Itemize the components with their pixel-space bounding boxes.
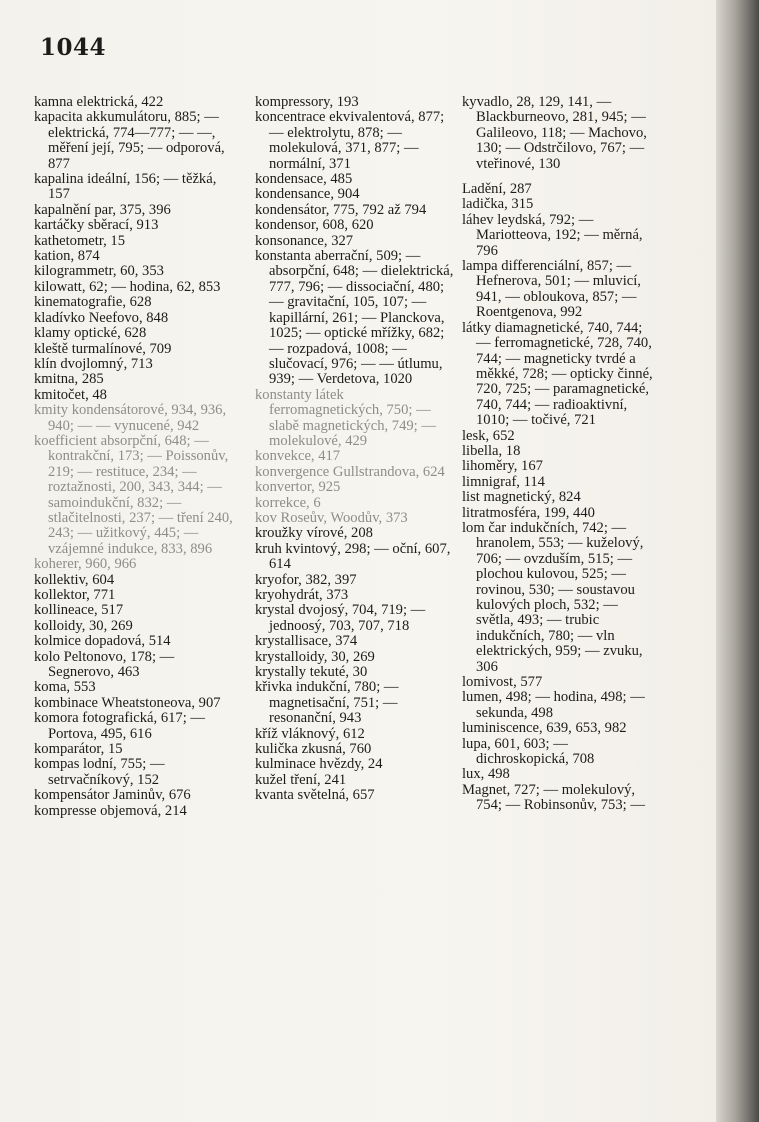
index-entry: krystally tekuté, 30 <box>255 664 368 681</box>
index-entry: koefficient absorpční, 648; — kontrakční, 173; — Poissonův, 219; — restituce, 234; — roztažnosti, 200, 343, 344; — samoindukční, 832; — stlačitelnosti, 237; — tření 240, 243; — užitkový, 445; — vzájemné indukce, 833, 896 <box>34 432 233 557</box>
index-entry: kulminace hvězdy, 24 <box>255 756 383 773</box>
index-entry: kmitočet, 48 <box>34 386 107 403</box>
index-entry: konstanty látek ferromagnetických, 750; — slabě magnetických, 749; — molekulové, 429 <box>255 386 436 449</box>
index-entry: list magnetický, 824 <box>462 489 581 506</box>
index-entry: kmitna, 285 <box>34 371 104 388</box>
index-entry: kapalnění par, 375, 396 <box>34 201 171 218</box>
index-entry: korrekce, 6 <box>255 494 321 511</box>
index-entry: kondensance, 904 <box>255 186 360 203</box>
index-entry: kamna elektrická, 422 <box>34 94 164 110</box>
index-entry: kompresse objemová, 214 <box>34 802 187 819</box>
index-entry: kation, 874 <box>34 248 100 265</box>
index-entry: konstanta aberrační, 509; — absorpční, 648; — dielektrická, 777, 796; — dissociační, 480; — gravitační, 105, 107; — kapillární, 261; — Planckova, 1025; — optické mřížky, 682; — rozpadová, 1008; — slučovací, 976; — — útlumu, 939; — Verdetova, 1020 <box>255 248 454 388</box>
index-entry: kvanta světelná, 657 <box>255 787 375 804</box>
index-entry: krystalloidy, 30, 269 <box>255 648 375 665</box>
index-entry: konvekce, 417 <box>255 448 341 465</box>
index-entry: konvergence Gullstrandova, 624 <box>255 463 445 480</box>
index-entry: konvertor, 925 <box>255 479 341 496</box>
index-entry: limnigraf, 114 <box>462 473 545 490</box>
index-entry: koncentrace ekvivalentová, 877; — elektrolytu, 878; — molekulová, 371, 877; — normální, 371 <box>255 109 445 172</box>
index-entry: konsonance, 327 <box>255 232 354 249</box>
index-entry: kinematografie, 628 <box>34 294 152 311</box>
index-entry: kříž vláknový, 612 <box>255 725 365 742</box>
index-entry: krystallisace, 374 <box>255 633 358 650</box>
index-entry: komora fotografická, 617; — Portova, 495, 616 <box>34 710 206 742</box>
index-entry: Ladění, 287 <box>462 181 532 198</box>
index-entry: lom čar indukčních, 742; — hranolem, 553; — kuželový, 706; — ovzduším, 515; — plochou kulovou, 525; — rovinou, 530; — soustavou kulových ploch, 532; — světla, 493; — trubic indukčních, 780; — vln elektrických, 959; — zvuku, 306 <box>462 519 644 675</box>
index-column-3 <box>462 95 658 814</box>
index-entry: kmity kondensátorové, 934, 936, 940; — — vynucené, 942 <box>34 402 227 434</box>
index-entry: láhev leydská, 792; — Mariotteova, 192; — měrná, 796 <box>462 211 643 259</box>
index-entry: kompressory, 193 <box>255 94 359 110</box>
index-entry: křivka indukční, 780; — magnetisační, 751; — resonanční, 943 <box>255 679 399 727</box>
index-entry: klamy optické, 628 <box>34 325 147 342</box>
index-entry: Magnet, 727; — molekulový, 754; — Robinsonův, 753; — <box>462 781 645 814</box>
index-entry: kollektor, 771 <box>34 587 116 603</box>
index-entry: lesk, 652 <box>462 427 515 444</box>
index-entry: libella, 18 <box>462 442 521 459</box>
index-entry: komparátor, 15 <box>34 741 123 758</box>
index-entry: ladička, 315 <box>462 196 534 213</box>
index-entry: klín dvojlomný, 713 <box>34 355 153 372</box>
index-entry: kroužky vírové, 208 <box>255 525 373 542</box>
index-entry: kolo Peltonovo, 178; — Segnerovo, 463 <box>34 648 175 681</box>
index-entry: lomivost, 577 <box>462 674 543 691</box>
index-entry: kompensátor Jaminův, 676 <box>34 787 191 804</box>
index-entry: kombinace Wheatstoneova, 907 <box>34 694 221 711</box>
index-entry: lux, 498 <box>462 766 510 783</box>
index-entry: krystal dvojosý, 704, 719; — jednoosý, 703, 707, 718 <box>255 602 426 634</box>
index-entry: kolloidy, 30, 269 <box>34 617 133 634</box>
index-entry: kondensátor, 775, 792 až 794 <box>255 201 427 218</box>
index-entry: lampa differenciální, 857; — Hefnerova, 501; — mluvicí, 941, — obloukova, 857; — Roentgenova, 992 <box>462 258 641 321</box>
index-entry: litratmosféra, 199, 440 <box>462 504 595 521</box>
index-entry: kruh kvintový, 298; — oční, 607, 614 <box>255 540 451 573</box>
book-gutter-shadow <box>716 0 759 1122</box>
index-entry: lumen, 498; — hodina, 498; — sekunda, 498 <box>462 689 645 721</box>
index-entry: kulička zkusná, 760 <box>255 741 372 758</box>
index-entry: lupa, 601, 603; — dichroskopická, 708 <box>462 735 595 768</box>
index-entry: kathetometr, 15 <box>34 232 126 249</box>
page-number: 1044 <box>40 34 107 61</box>
index-entry: kapalina ideální, 156; — těžká, 157 <box>34 171 217 203</box>
index-entry: kartáčky sběrací, 913 <box>34 217 159 234</box>
index-entry: koma, 553 <box>34 679 96 696</box>
index-entry: kužel tření, 241 <box>255 771 347 788</box>
index-entry: kilowatt, 62; — hodina, 62, 853 <box>34 278 221 295</box>
index-entry: kollektiv, 604 <box>34 571 115 588</box>
index-entry: kondensor, 608, 620 <box>255 217 374 234</box>
index-entry: kilogrammetr, 60, 353 <box>34 263 164 280</box>
index-entry: kleště turmalínové, 709 <box>34 340 172 357</box>
index-entry: kolmice dopadová, 514 <box>34 633 171 650</box>
index-entry: kryofor, 382, 397 <box>255 571 357 588</box>
index-column-1 <box>34 95 240 819</box>
index-entry: kollineace, 517 <box>34 602 124 619</box>
index-column-2 <box>255 95 461 804</box>
index-entry: kondensace, 485 <box>255 171 353 188</box>
index-entry: lihoměry, 167 <box>462 458 543 475</box>
index-entry: látky diamagnetické, 740, 744; — ferromagnetické, 728, 740, 744; — magneticky tvrdé a měkké, 728; — opticky činné, 720, 725; — paramagnetické, 740, 744; — radioaktivní, 1010; — točivé, 721 <box>462 319 653 429</box>
index-entry: kapacita akkumulátoru, 885; — elektrická, 774—777; — —, měření její, 795; — odporová, 877 <box>34 109 225 172</box>
index-entry: kladívko Neefovo, 848 <box>34 309 169 326</box>
index-entry: kov Roseův, Woodův, 373 <box>255 509 408 526</box>
index-entry: koherer, 960, 966 <box>34 556 137 573</box>
index-entry: kyvadlo, 28, 129, 141, — Blackburneovo, 281, 945; — Galileovo, 118; — Machovo, 130; — Odstrčilovo, 767; — vteřinové, 130 <box>462 94 647 172</box>
index-entry: kryohydrát, 373 <box>255 587 349 603</box>
index-entry: kompas lodní, 755; — setrvačníkový, 152 <box>34 756 165 788</box>
index-entry: luminiscence, 639, 653, 982 <box>462 720 627 737</box>
